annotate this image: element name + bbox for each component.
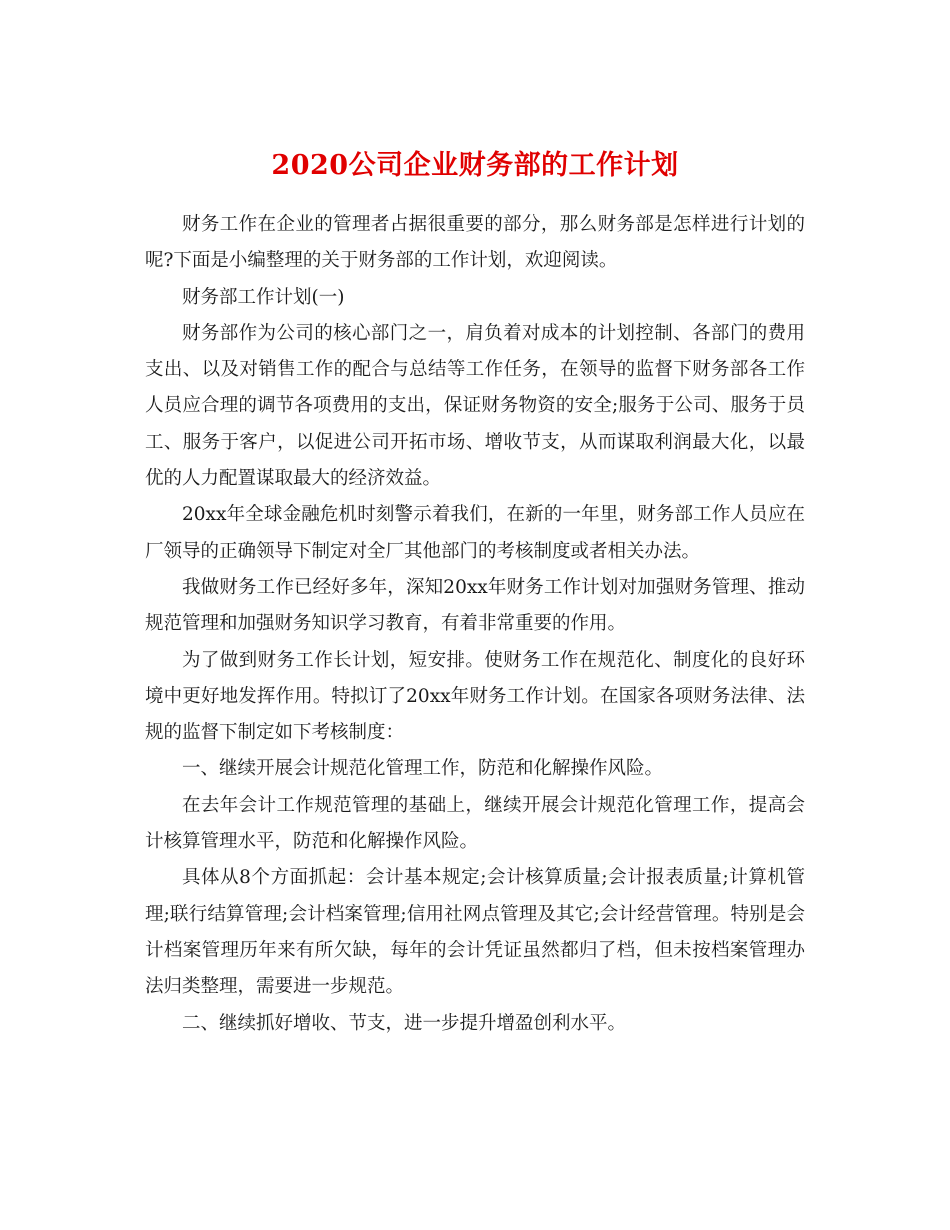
document-title: 2020公司企业财务部的工作计划 (271, 150, 679, 182)
body-paragraph: 财务部作为公司的核心部门之一，肩负着对成本的计划控制、各部门的费用支出、以及对销售工作的配合与总结等工作任务，在领导的监督下财务部各工作人员应合理的调节各项费用的支出，保证财务物资的安全;服务于公司、服务于员工、服务于客户，以促进公司开拓市场、增收节支，从而谋取利润最大化，以最优的人力配置谋取最大的经济效益。 (145, 322, 805, 490)
document-body (145, 207, 805, 1042)
body-paragraph: 我做财务工作已经好多年，深知20xx年财务工作计划对加强财务管理、推动规范管理和加强财务知识学习教育，有着非常重要的作用。 (145, 576, 805, 635)
list-heading-2: 二、继续抓好增收、节支，进一步提升增盈创利水平。 (182, 1012, 627, 1034)
list-heading-1: 一、继续开展会计规范化管理工作，防范和化解操作风险。 (182, 758, 664, 780)
intro-paragraph: 财务工作在企业的管理者占据很重要的部分，那么财务部是怎样进行计划的呢?下面是小编整理的关于财务部的工作计划，欢迎阅读。 (145, 214, 805, 272)
body-paragraph: 为了做到财务工作长计划，短安排。使财务工作在规范化、制度化的良好环境中更好地发挥作用。特拟订了20xx年财务工作计划。在国家各项财务法律、法规的监督下制定如下考核制度： (145, 649, 805, 744)
body-paragraph: 在去年会计工作规范管理的基础上，继续开展会计规范化管理工作，提高会计核算管理水平，防范和化解操作风险。 (145, 794, 805, 853)
section-heading: 财务部工作计划(一) (182, 286, 345, 308)
body-paragraph: 20xx年全球金融危机时刻警示着我们，在新的一年里，财务部工作人员应在厂领导的正确领导下制定对全厂其他部门的考核制度或者相关办法。 (145, 504, 805, 562)
body-paragraph: 具体从8个方面抓起：会计基本规定;会计核算质量;会计报表质量;计算机管理;联行结算管理;会计档案管理;信用社网点管理及其它;会计经营管理。特别是会计档案管理历年来有所欠缺，每年的会计凭证虽然都归了档，但未按档案管理办法归类整理，需要进一步规范。 (145, 867, 805, 998)
